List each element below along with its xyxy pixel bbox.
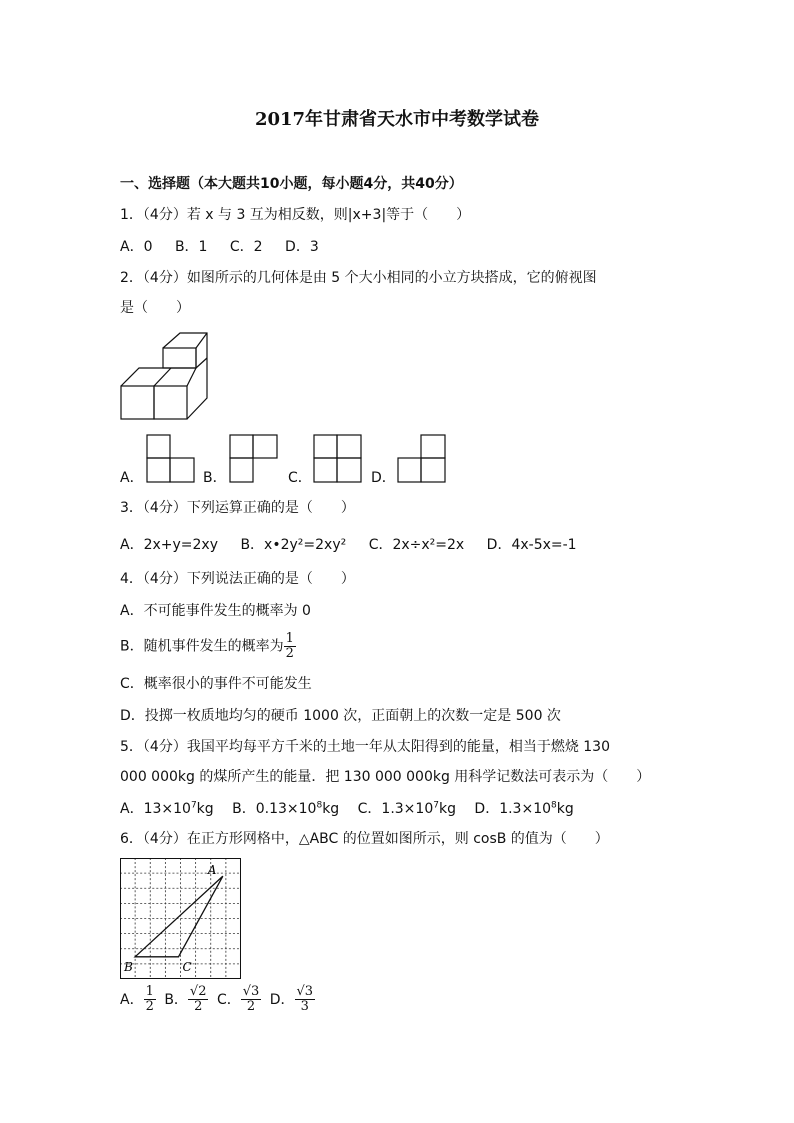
q6-option-d[interactable] xyxy=(269,984,315,1014)
q1-option-a[interactable]: A．0 xyxy=(120,239,153,255)
q2-option-b-figure xyxy=(229,434,279,484)
q5-option-b-unit: kg xyxy=(322,801,340,817)
q2-option-a-label[interactable]: A． xyxy=(120,470,144,486)
fraction-denominator: 2 xyxy=(194,999,203,1014)
point-label-c: C xyxy=(182,959,192,974)
q1-option-d[interactable]: D．3 xyxy=(285,239,319,255)
q4-option-a[interactable]: A．不可能事件发生的概率为 0 xyxy=(120,603,311,619)
q5-option-d[interactable] xyxy=(474,801,573,817)
q2-option-d-label[interactable]: D． xyxy=(371,470,396,486)
fraction-numerator: √3 xyxy=(296,984,314,999)
q5-option-a-exponent: 7 xyxy=(190,800,197,811)
q2-option-a-figure xyxy=(146,434,196,484)
q5-option-a[interactable] xyxy=(120,801,214,817)
q6-option-a-fraction xyxy=(144,985,156,1014)
fraction-numerator: √3 xyxy=(242,984,260,999)
q4-option-d[interactable]: D．投掷一枚质地均匀的硬币 1000 次，正面朝上的次数一定是 500 次 xyxy=(120,708,561,724)
q6-stem: 6．（4分）在正方形网格中，△ABC 的位置如图所示，则 cosB 的值为（ ） xyxy=(120,831,609,847)
q2-option-c-figure xyxy=(313,434,363,484)
q5-stem-line2: 000 000kg 的煤所产生的能量．把 130 000 000kg 用科学记数法可表示为（ ） xyxy=(120,769,651,785)
q4-option-b-fraction xyxy=(284,632,296,661)
q6-option-b-fraction xyxy=(188,985,209,1014)
q6-options xyxy=(120,985,315,1014)
q5-option-a-unit: kg xyxy=(196,801,214,817)
page-title: 2017年甘肃省天水市中考数学试卷 xyxy=(254,109,540,130)
q5-option-c[interactable] xyxy=(358,801,456,817)
q1-options xyxy=(120,237,337,257)
q6-option-b[interactable] xyxy=(164,984,208,1014)
q3-option-d[interactable]: D．4x-5x=-1 xyxy=(486,537,577,553)
q2-stem-line2: 是（ ） xyxy=(120,300,190,316)
q6-option-c-label: C． xyxy=(216,991,241,1008)
q6-option-a[interactable] xyxy=(120,984,156,1014)
q6-grid-figure xyxy=(120,858,241,979)
q3-option-b[interactable]: B．x•2y²=2xy² xyxy=(240,537,347,553)
q2-stem-line1: 2．（4分）如图所示的几何体是由 5 个大小相同的小立方块搭成，它的俯视图 xyxy=(120,270,597,286)
fraction-denominator: 3 xyxy=(300,999,309,1014)
q1-stem: 1．（4分）若 x 与 3 互为相反数，则|x+3|等于（ ） xyxy=(120,207,471,223)
q2-option-d-figure xyxy=(397,434,447,484)
q5-options xyxy=(120,799,574,819)
point-label-a: A xyxy=(207,863,217,878)
q4-stem: 4．（4分）下列说法正确的是（ ） xyxy=(120,571,355,587)
q2-option-b-label[interactable]: B． xyxy=(203,470,227,486)
q5-option-d-base: D．1.3×10 xyxy=(474,801,552,817)
fraction-denominator: 2 xyxy=(246,999,256,1014)
q6-option-a-label: A． xyxy=(120,991,144,1008)
q5-option-b-base: B．0.13×10 xyxy=(232,801,317,817)
q4-option-c[interactable]: C．概率很小的事件不可能发生 xyxy=(120,676,312,692)
q5-option-c-unit: kg xyxy=(438,801,456,817)
q3-options xyxy=(120,535,595,555)
q2-solid-figure xyxy=(118,330,213,422)
fraction-numerator: 1 xyxy=(285,631,294,646)
point-label-b: B xyxy=(124,959,133,974)
q5-option-a-base: A．13×10 xyxy=(120,801,191,817)
q3-stem: 3．（4分）下列运算正确的是（ ） xyxy=(120,500,355,516)
q4-option-b-text: B．随机事件发生的概率为 xyxy=(120,638,284,655)
fraction-denominator: 2 xyxy=(285,646,294,661)
q6-option-c-fraction xyxy=(241,985,262,1014)
section-heading: 一、选择题（本大题共10小题，每小题4分，共40分） xyxy=(120,176,463,192)
fraction-numerator: √2 xyxy=(189,984,207,999)
q6-option-d-fraction xyxy=(295,985,316,1014)
q6-option-c[interactable] xyxy=(216,984,261,1014)
q2-option-c-label[interactable]: C． xyxy=(288,470,312,486)
q5-option-b-exponent: 8 xyxy=(316,800,323,811)
q5-option-c-base: C．1.3×10 xyxy=(357,801,434,817)
q5-option-d-unit: kg xyxy=(556,801,574,817)
q1-option-c[interactable]: C．2 xyxy=(229,239,263,255)
q5-option-d-exponent: 8 xyxy=(551,800,557,811)
fraction-numerator: 1 xyxy=(145,984,154,999)
q3-option-c[interactable]: C．2x÷x²=2x xyxy=(368,537,465,553)
fraction-denominator: 2 xyxy=(145,999,154,1014)
q5-option-c-exponent: 7 xyxy=(433,800,439,811)
q1-option-b[interactable]: B．1 xyxy=(174,239,208,255)
q5-stem-line1: 5．（4分）我国平均每平方千米的土地一年从太阳得到的能量，相当于燃烧 130 xyxy=(120,739,610,755)
q6-option-b-label: B． xyxy=(164,991,188,1008)
q4-option-b[interactable] xyxy=(120,632,296,661)
q6-option-d-label: D． xyxy=(269,991,295,1008)
q3-option-a[interactable]: A．2x+y=2xy xyxy=(120,537,218,553)
q5-option-b[interactable] xyxy=(232,801,339,817)
